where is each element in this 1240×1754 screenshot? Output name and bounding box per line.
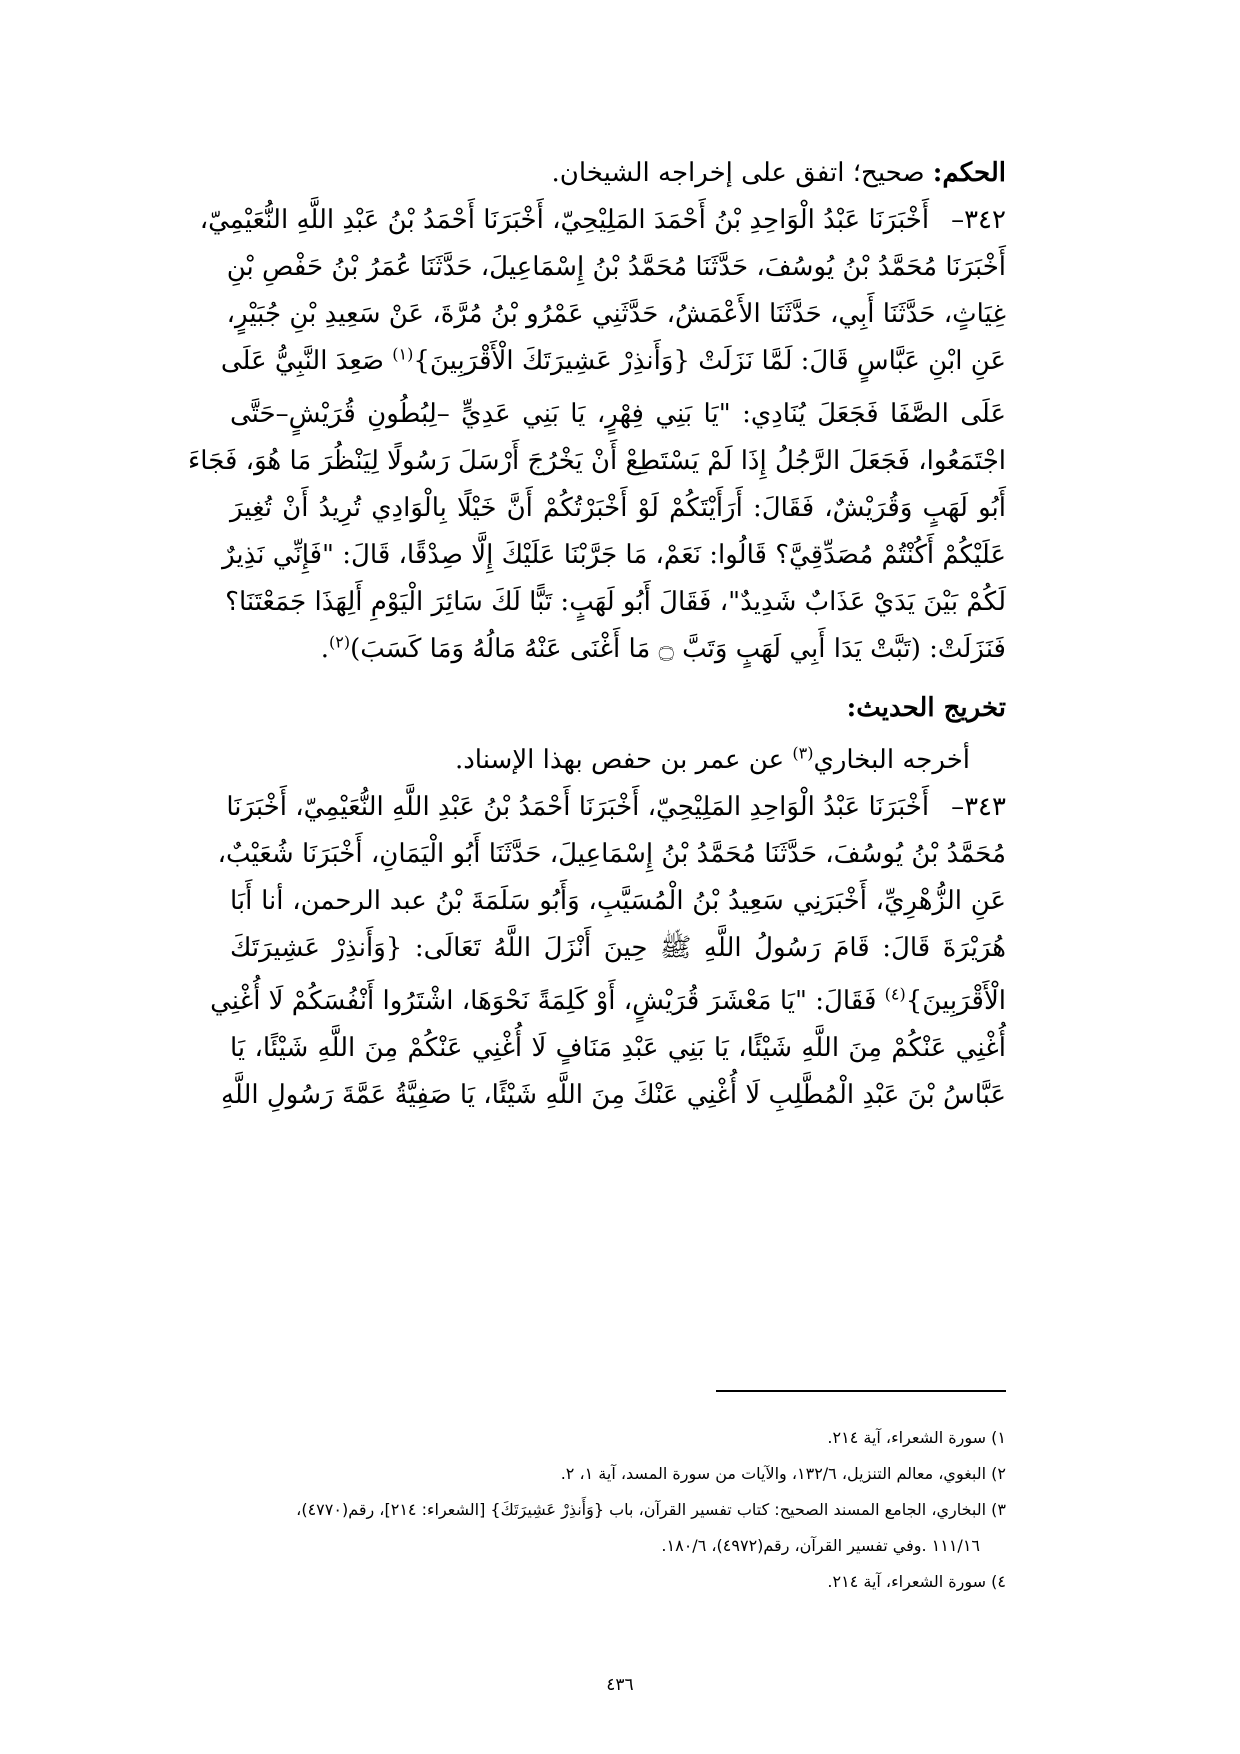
hadith-line: عَلَى الصَّفَا فَجَعَلَ يُنَادِي: "يَا بَنِي فِهْرٍ، يَا بَنِي عَدِيٍّ –لِبُطُونِ قُرَيْشٍ–حَتَّى — [230, 399, 1006, 429]
quran-verse: فَنَزَلَتْ: (تَبَّتْ يَدَا أَبِي لَهَبٍ وَتَبَّ ۝ مَا أَغْنَى عَنْهُ مَالُهُ وَمَا كَسَبَ) — [350, 634, 1006, 664]
hadith-text: صَعِدَ النَّبِيُّ عَلَى — [220, 346, 393, 376]
takhrij-text: عن عمر بن حفص بهذا الإسناد. — [454, 745, 793, 775]
footnote-ref: (١) — [392, 344, 414, 364]
hadith-343 — [210, 784, 1006, 1119]
footnote-ref: (٢) — [329, 632, 351, 652]
footnote-item: ٢) البغوي، معالم التنزيل، ١٣٢/٦، والآيات من سورة المسد، آية ١، ٢. — [560, 1464, 1006, 1483]
hadith-line: هُرَيْرَةَ قَالَ: قَامَ رَسُولُ اللَّهِ ﷺ حِينَ أَنْزَلَ اللَّهُ تَعَالَى: {وَأَنذِرْ عَشِيرَتَكَ — [230, 933, 1006, 963]
hadith-text: . — [320, 634, 330, 664]
hadith-line — [220, 338, 1006, 385]
hadith-line: اجْتَمَعُوا، فَجَعَلَ الرَّجُلُ إِذَا لَمْ يَسْتَطِعْ أَنْ يَخْرُجَ أَرْسَلَ رَسُولًا لِيَنْظُرَ مَا هُوَ، فَجَاءَ — [188, 446, 1006, 476]
quran-verse: الْأَقْرَبِينَ} — [905, 986, 1006, 1016]
hadith-line: عَبَّاسُ بْنَ عَبْدِ الْمُطَّلِبِ لَا أُغْنِي عَنْكَ مِنَ اللَّهِ شَيْئًا، يَا صَفِيَّةُ عَمَّةَ رَسُولِ اللَّهِ — [220, 1080, 1006, 1110]
ruling-text: صحيح؛ اتفق على إخراجه الشيخان. — [551, 158, 933, 188]
hadith-line: أَبُو لَهَبٍ وَقُرَيْشٌ، فَقَالَ: أَرَأَيْتَكُمْ لَوْ أَخْبَرْتُكُمْ أَنَّ خَيْلًا بِالْوَادِي تُرِيدُ أَنْ تُغِيرَ — [230, 493, 1006, 523]
hadith-line: عَنِ الزُّهْرِيِّ، أَخْبَرَنِي سَعِيدُ بْنُ الْمُسَيَّبِ، وَأَبُو سَلَمَةَ بْنُ عبد الرحمن، أنا أَبَا — [230, 886, 1006, 916]
hadith-342 — [188, 197, 1006, 673]
page-number: ٤٣٦ — [606, 1675, 634, 1695]
hadith-number: ٣٤٢– — [951, 205, 1006, 235]
hadith-line — [226, 784, 1006, 831]
footnote-item: ٤) سورة الشعراء، آية ٢١٤. — [827, 1572, 1006, 1591]
hadith-line: أَخْبَرَنَا مُحَمَّدُ بْنُ يُوسُفَ، حَدَّثَنَا مُحَمَّدُ بْنُ إِسْمَاعِيلَ، حَدَّثَنَا عُمَرُ بْنُ حَفْصِ بْنِ — [226, 252, 1006, 282]
footnote-item: ١١١/١٦ .وفي تفسير القرآن، رقم(٤٩٧٢)، ١٨٠/٦. — [661, 1536, 980, 1555]
hadith-line — [210, 978, 1006, 1025]
ruling-label: الحكم: — [932, 158, 1006, 188]
hadith-text: أَخْبَرَنَا عَبْدُ الْوَاحِدِ بْنُ أَحْمَدَ المَلِيْحِيّ، أَخْبَرَنَا أَحْمَدُ بْنُ عَبْدِ اللَّهِ النُّعَيْمِيّ، — [199, 205, 930, 235]
hadith-text: عَنِ ابْنِ عَبَّاسٍ قَالَ: لَمَّا نَزَلَتْ {وَأَنذِرْ عَشِيرَتَكَ الْأَقْرَبِينَ} — [413, 346, 1006, 376]
footnote-item: ٣) البخاري، الجامع المسند الصحيح: كتاب تفسير القرآن، باب {وَأَنذِرْ عَشِيرَتَكَ} [الشعراء: ٢١٤]، رقم(٤٧٧٠)، — [296, 1500, 1006, 1519]
hadith-line: عَلَيْكُمْ أَكُنْتُمْ مُصَدِّقِيَّ؟ قَالُوا: نَعَمْ، مَا جَرَّبْنَا عَلَيْكَ إِلَّا صِدْقًا، قَالَ: "فَإِنِّي نَذِيرٌ — [222, 540, 1006, 570]
section-heading: تخريج الحديث: — [846, 693, 1006, 723]
hadith-line: غِيَاثٍ، حَدَّثَنَا أَبِي، حَدَّثَنَا الأَعْمَشُ، حَدَّثَنِي عَمْرُو بْنُ مُرَّةَ، عَنْ سَعِيدِ بْنِ جُبَيْرٍ، — [226, 299, 1006, 329]
footnote-ref: (٣) — [792, 743, 814, 763]
footnote-divider — [716, 1390, 1006, 1392]
hadith-line: لَكُمْ بَيْنَ يَدَيْ عَذَابٌ شَدِيدٌ"، فَقَالَ أَبُو لَهَبٍ: تَبًّا لَكَ سَائِرَ الْيَوْمِ أَلِهَذَا جَمَعْتَنَا؟ — [225, 587, 1006, 617]
hadith-text: فَقَالَ: "يَا مَعْشَرَ قُرَيْشٍ، أَوْ كَلِمَةً نَحْوَهَا، اشْتَرُوا أَنْفُسَكُمْ لَا أُغْنِي — [210, 986, 885, 1016]
hadith-line — [230, 626, 1006, 673]
page-body — [188, 150, 1006, 1119]
hadith-line — [199, 197, 1006, 244]
ruling-line — [230, 150, 1006, 197]
takhrij-line — [230, 737, 1006, 784]
hadith-line: مُحَمَّدُ بْنُ يُوسُفَ، حَدَّثَنَا مُحَمَّدُ بْنُ إِسْمَاعِيلَ، حَدَّثَنَا أَبُو الْيَمَانِ، أَخْبَرَنَا شُعَيْبٌ، — [217, 839, 1006, 869]
hadith-text: أَخْبَرَنَا عَبْدُ الْوَاحِدِ المَلِيْحِيّ، أَخْبَرَنَا أَحْمَدُ بْنُ عَبْدِ اللَّهِ النُّعَيْمِيّ، أَخْبَرَنَا — [226, 792, 930, 822]
takhrij-text: أخرجه البخاري — [813, 745, 970, 775]
footnote-item: ١) سورة الشعراء، آية ٢١٤. — [827, 1428, 1006, 1447]
footnote-ref: (٤) — [884, 984, 906, 1004]
hadith-line: أُغْنِي عَنْكُمْ مِنَ اللَّهِ شَيْئًا، يَا بَنِي عَبْدِ مَنَافٍ لَا أُغْنِي عَنْكُمْ مِنَ اللَّهِ شَيْئًا، يَا — [230, 1033, 1006, 1063]
footnotes — [230, 1390, 1006, 1600]
hadith-number: ٣٤٣– — [951, 792, 1006, 822]
